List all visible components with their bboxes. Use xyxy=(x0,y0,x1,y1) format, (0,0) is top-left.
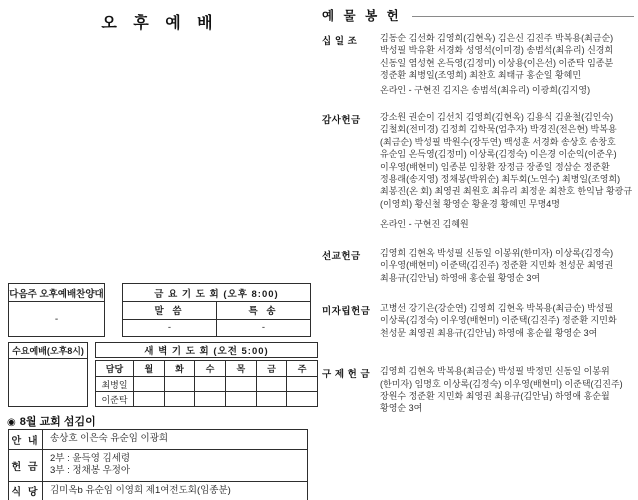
servants-row-value: 송상호 이은숙 유순임 이광희 xyxy=(50,433,169,444)
section-label: 미자립헌금 xyxy=(322,305,371,317)
friday-col-word: 말 씀 xyxy=(154,306,185,318)
section-label: 선교헌금 xyxy=(322,250,361,262)
dawn-col-header: 화 xyxy=(164,361,195,376)
next-week-choir-table xyxy=(8,283,105,337)
heading-rule xyxy=(412,16,634,17)
wednesday-worship-header: 수요예배(오후8시) xyxy=(9,343,87,359)
dawn-prayer-table xyxy=(95,360,318,407)
dawn-row-name: 이준탁 xyxy=(96,391,133,406)
servants-heading xyxy=(7,413,96,429)
servants-table xyxy=(8,429,308,500)
servants-row-label: 식 당 xyxy=(9,482,43,500)
friday-prayer-table xyxy=(122,283,311,337)
table-row xyxy=(9,482,307,500)
table-row xyxy=(9,430,307,450)
dawn-col-header: 수 xyxy=(194,361,225,376)
offerings-heading: 예 물 봉 헌 xyxy=(322,9,402,23)
dawn-cell xyxy=(133,376,164,391)
dawn-prayer-title: 새 벽 기 도 회 (오전 5:00) xyxy=(95,342,318,358)
section-label: 감사헌금 xyxy=(322,115,361,127)
dawn-row-name: 최병일 xyxy=(96,376,133,391)
wednesday-worship-table xyxy=(8,342,88,407)
dawn-cell xyxy=(194,391,225,406)
servants-row-value: 김미옥b 유순임 이영희 제1여전도회(임종분) xyxy=(50,484,231,496)
online-offerings: 온라인 - 구현진 김지은 송범석(최유리) 이광희(김지영) xyxy=(380,84,591,95)
section-names: 강소원 권순이 김선치 김영희(김현옥) 김용식 김윤철(김인숙) 김철회(전미경) 김정희 김학묵(엄추자) 박경진(전은현) 박복용(최금순) 박성필 박원수(장두연) 백성훈 서경화 송상호 송창호 유순임 온득영(김정미) 이상록(김정숙) 이은경 이순익(이준우) 이우영(배현미) 임종분 임창환 장정금 장종일 정삼순 정준환 정용래(송지영) 정채봉(박위순) 최두회(노연수) 최병일(조영희) 최봉진(온 회) 최영권 최원호 최유리 최정운 최찬호 한익남 황광규(이영희) 황신철 황영순 황윤경 황혜민 무명4명 xyxy=(380,112,633,209)
dawn-cell xyxy=(225,391,256,406)
friday-val-word: - xyxy=(167,322,172,334)
servants-row-label: 헌 금 xyxy=(9,450,43,481)
section-names: 고병선 강기은(강순연) 김영희 김현옥 박복용(최금순) 박성필 이상록(김정숙) 이우영(배현미) 이준택(김진주) 정준환 지민화 천성문 최영권 최용규(김안님) 하영애 홍순월 황영순 3여 xyxy=(380,302,617,338)
friday-col-special-song: 특 송 xyxy=(216,302,310,319)
dawn-col-header: 월 xyxy=(133,361,164,376)
dawn-cell xyxy=(256,376,287,391)
servants-heading-text: 8월 교회 섬김이 xyxy=(19,416,96,428)
dawn-cell xyxy=(164,376,195,391)
offerings-column xyxy=(322,6,634,415)
dawn-cell xyxy=(194,376,225,391)
dawn-col-header: 담당 xyxy=(105,364,124,374)
dawn-cell xyxy=(286,391,317,406)
table-row xyxy=(9,450,307,482)
dawn-cell xyxy=(225,376,256,391)
online-offerings: 온라인 - 구현진 김혜원 xyxy=(380,219,469,230)
section-mission xyxy=(322,247,634,284)
friday-prayer-title: 금 요 기 도 회 (오후 8:00) xyxy=(123,284,310,302)
page-title: 오 후 예 배 xyxy=(101,15,219,32)
choir-table-value: - xyxy=(54,313,59,325)
servants-row-value: 2부 : 윤득영 김세령 xyxy=(50,452,131,464)
section-tithe xyxy=(322,32,634,96)
servants-row-label: 안 내 xyxy=(9,430,43,449)
dawn-col-header: 목 xyxy=(225,361,256,376)
section-label: 십 일 조 xyxy=(322,36,358,47)
section-self-support xyxy=(322,302,634,339)
wednesday-worship-body xyxy=(9,359,87,406)
dawn-cell xyxy=(133,391,164,406)
section-names: 김동순 김선화 김영희(김현옥) 김은신 김진주 박복용(최금순) 박성필 박유환 서경화 성영석(이미경) 송범석(최유리) 신경희 신동일 염성현 온득영(김정미) 이상용(이은선) 이준탁 임종분 정준환 최병일(조영희) 최찬호 최태규 홍순일 황혜민 xyxy=(380,33,614,81)
dawn-cell xyxy=(164,391,195,406)
choir-table-header: 다음주 오후예배찬양대 xyxy=(9,284,104,302)
dawn-col-header: 금 xyxy=(256,361,287,376)
section-names: 김영희 김현옥 박복용(최금순) 박성필 박정민 신동일 이봉위(한미자) 임명호 이상록(김정숙) 이우영(배현미) 이준택(김진주) 장원수 정준환 지민화 최영권 최용규(김안님) 하영애 홍순월 황영순 3여 xyxy=(380,366,623,414)
dawn-col-header: 주 xyxy=(286,361,317,376)
dawn-cell xyxy=(286,376,317,391)
section-relief xyxy=(322,365,634,415)
servants-row-value: 3부 : 정채봉 우정아 xyxy=(50,465,131,476)
dawn-cell xyxy=(256,391,287,406)
section-names: 김영희 김현옥 박성필 신동일 이봉위(한미자) 이상록(김정숙) 이우영(배현미) 이준택(김진주) 정준환 지민화 천성문 최영권 최용규(김안님) 하영애 홍순월 황영순 3여 xyxy=(380,247,614,283)
bullet-icon: ◉ xyxy=(7,417,16,428)
section-label: 구 제 헌 금 xyxy=(322,369,371,381)
section-thanksgiving xyxy=(322,111,634,231)
friday-val-special-song: - xyxy=(216,320,310,337)
